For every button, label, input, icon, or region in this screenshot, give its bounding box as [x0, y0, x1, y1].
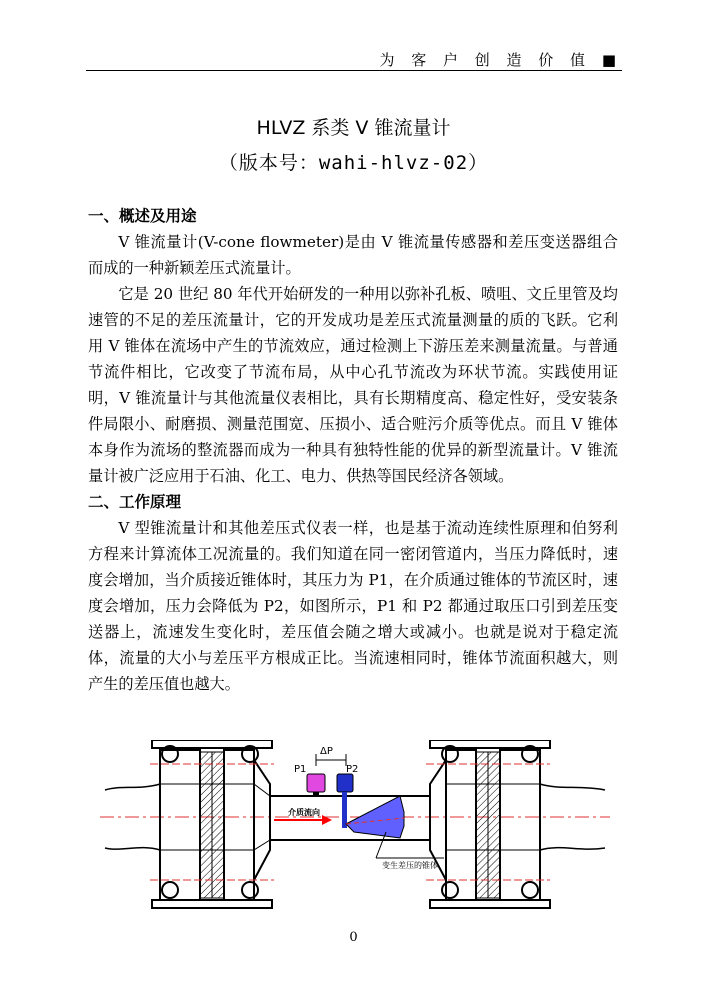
page-header: [86, 50, 622, 71]
document-title: HLVZ 系类 V 锥流量计: [256, 117, 451, 139]
bolt-nut-icon: [242, 882, 258, 898]
p1-tap: [294, 764, 325, 797]
paragraph: 它是 20 世纪 80 年代开始研发的一种用以弥补孔板、喷咀、文丘里管及均速管的不足的差压流量计，它的开发成功是差压式流量测量的质的飞跃。它利用 V 锥体在流场中产生的节流效应，通过检测上下游压差来测量流量。与普通节流件相比，它改变了节流布局，从中心孔节流改为环状节流。实践使用证明，V 锥流量计与其他流量仪表相比，具有长期精度高、稳定性好，受安装条件局限小、耐磨损、测量范围宽、压损小、适合赃污介质等优点。而且 V 锥体本身作为流场的整流器而成为一种具有独特性能的优异的新型流量计。V 锥流量计被广泛应用于石油、化工、电力、供热等国民经济各领域。: [88, 285, 618, 485]
section-heading-principle: 二、工作原理: [88, 493, 182, 511]
header-slogan: 为 客 户 创 造 价 值 ■: [379, 51, 622, 69]
cone-label: 变生差压的锥体: [382, 861, 438, 870]
bolt-nut-icon: [522, 882, 538, 898]
paragraph: V 型锥流量计和其他差压式仪表一样，也是基于流动连续性原理和伯努利方程来计算流体工况流量的。我们知道在同一密闭管道内，当压力降低时，速度会增加，当介质接近锥体时，其压力为 P1，在介质通过锥体的节流区时，速度会增加，压力会降低为 P2，如图所示，P1 和 P2 都通过取压口引到差压变送器上，流速发生变化时，差压值会随之增大或减小。也就是说对于稳定流体，流量的大小与差压平方根成正比。当流速相同时，锥体节流面积越大，则产生的差压值也越大。: [88, 519, 618, 693]
page-number: 0: [349, 930, 358, 945]
flow-label: 介质流向: [288, 808, 320, 817]
bolt-nut-icon: [162, 882, 178, 898]
bolt-nut-icon: [442, 882, 458, 898]
dp-label: ΔP: [320, 746, 333, 757]
v-cone-diagram: [100, 740, 610, 920]
flow-direction: [274, 807, 332, 825]
left-flange: [150, 740, 274, 908]
delta-p-indicator: [316, 746, 346, 766]
pipe-left-top: [105, 784, 160, 790]
document-version: （版本号：wahi-hlvz-02）: [218, 152, 489, 174]
document-body: [88, 203, 618, 697]
v-cone-diagram-svg: [100, 740, 610, 920]
pipe-right-top: [540, 784, 605, 790]
paragraph: V 锥流量计(V-cone flowmeter)是由 V 锥流量传感器和差压变送器组合而成的一种新颖差压式流量计。: [88, 233, 618, 277]
section-heading-overview: 一、概述及用途: [88, 207, 197, 225]
pipe-right-bottom: [540, 848, 605, 850]
right-flange: [426, 740, 550, 908]
p2-label: P2: [346, 764, 359, 775]
p1-label: P1: [294, 764, 307, 775]
pipe-left-bottom: [105, 848, 160, 850]
